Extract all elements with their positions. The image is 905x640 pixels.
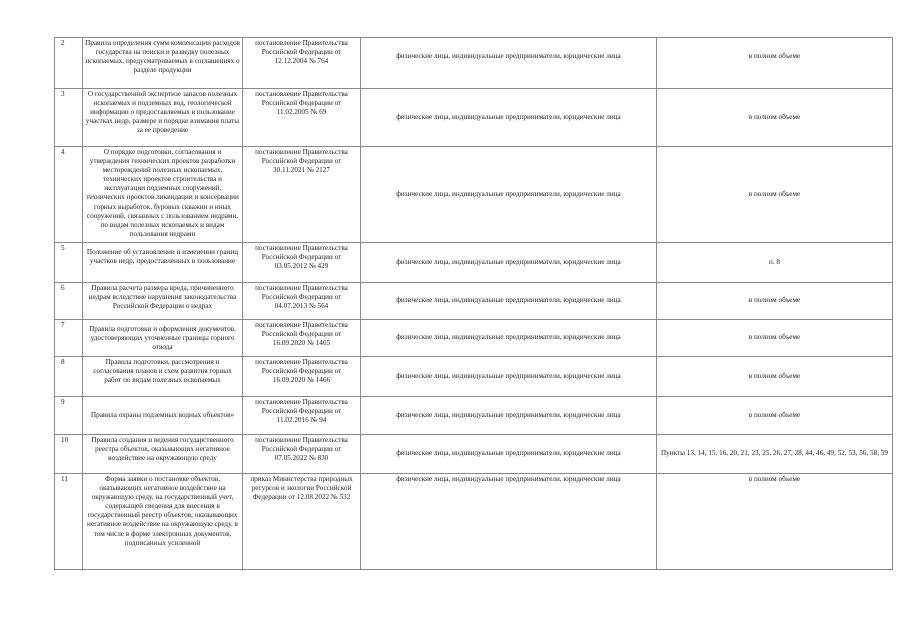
act-requisites: постановление Правительства Российской Федерации от 03.05.2012 № 429	[243, 243, 361, 283]
scope-cell: Пункты 13, 14, 15, 16, 20, 21, 23, 25, 26, 27, 28, 44, 46, 49, 52, 53, 56, 58, 59	[657, 435, 893, 474]
act-requisites: постановление Правительства Российской Федерации от 04.07.2013 № 564	[243, 283, 361, 320]
row-number: 9	[55, 397, 83, 435]
act-name: О порядке подготовки, согласования и утверждения технических проектов разработки месторождений полезных ископаемых, технических проектов строительства и эксплуатации подземных сооружений, технических проектов ликвидации и консервации горных выработок, буровых скважин и иных сооружений, связанных с пользованием недрами, по видам полезных ископаемых и видам пользования недрами	[83, 147, 243, 243]
subjects-cell: физические лица, индивидуальные предприниматели, юридические лица	[361, 474, 657, 570]
scope-cell: в полном объеме	[657, 283, 893, 320]
scope-cell: в полном объеме	[657, 320, 893, 357]
scope-cell: в полном объеме	[657, 397, 893, 435]
act-requisites: приказ Министерства природных ресурсов и экологии Российской Федерации от 12.08.2022 № 532	[243, 474, 361, 570]
row-number: 11	[55, 474, 83, 570]
table-row	[55, 320, 893, 357]
scope-cell: в полном объеме	[657, 474, 893, 570]
row-number: 7	[55, 320, 83, 357]
table-row	[55, 283, 893, 320]
scope-cell: в полном объеме	[657, 89, 893, 147]
table-row	[55, 243, 893, 283]
table-row	[55, 397, 893, 435]
act-name: Правила подготовки, рассмотрения и согласования планов и схем развития горных работ по видам полезных ископаемых	[83, 357, 243, 397]
act-name: Правила подготовки и оформления документов, удостоверяющих уточненные границы горного отвода	[83, 320, 243, 357]
subjects-cell: физические лица, индивидуальные предприниматели, юридические лица	[361, 283, 657, 320]
row-number: 3	[55, 89, 83, 147]
act-name: Правила расчета размера вреда, причиненного недрам вследствие нарушения законодательства Российской Федерации о недрах	[83, 283, 243, 320]
table-row	[55, 357, 893, 397]
row-number: 5	[55, 243, 83, 283]
subjects-cell: физические лица, индивидуальные предприниматели, юридические лица	[361, 147, 657, 243]
act-requisites: постановление Правительства Российской Федерации от 11.02.2005 № 69	[243, 89, 361, 147]
act-requisites: постановление Правительства Российской Федерации от 30.11.2021 № 2127	[243, 147, 361, 243]
table-row	[55, 89, 893, 147]
subjects-cell: физические лица, индивидуальные предприниматели, юридические лица	[361, 243, 657, 283]
scope-cell: в полном объеме	[657, 38, 893, 89]
row-number: 2	[55, 38, 83, 89]
subjects-cell: физические лица, индивидуальные предприниматели, юридические лица	[361, 357, 657, 397]
act-name: Правила создания и ведения государственного реестра объектов, оказывающих негативное воздействие на окружающую среду	[83, 435, 243, 474]
subjects-cell: физические лица, индивидуальные предприниматели, юридические лица	[361, 397, 657, 435]
table-row	[55, 435, 893, 474]
subjects-cell: физические лица, индивидуальные предприниматели, юридические лица	[361, 320, 657, 357]
row-number: 4	[55, 147, 83, 243]
act-requisites: постановление Правительства Российской Федерации от 07.05.2022 № 830	[243, 435, 361, 474]
row-number: 8	[55, 357, 83, 397]
row-number: 10	[55, 435, 83, 474]
act-name: Форма заявки о постановке объектов, оказывающих негативное воздействие на окружающую среду, на государственный учет, содержащей сведения для внесения в государственный реестр объектов, оказывающих негативное воздействие на окружающую среду, в том числе в форме электронных документов, подписанных усиленной	[83, 474, 243, 570]
row-number: 6	[55, 283, 83, 320]
act-requisites: постановление Правительства Российской Федерации от 16.09.2020 № 1466	[243, 357, 361, 397]
act-name: Положение об установлении и изменении границ участков недр, предоставленных в пользование	[83, 243, 243, 283]
act-requisites: постановление Правительства Российской Федерации от 12.12.2004 № 764	[243, 38, 361, 89]
legal-acts-table	[54, 37, 893, 570]
table-row	[55, 147, 893, 243]
scope-cell: в полном объеме	[657, 147, 893, 243]
act-name: О государственной экспертизе запасов полезных ископаемых и подземных вод, геологической информации о предоставляемых в пользование участках недр, размере и порядке взимания платы за ее проведение	[83, 89, 243, 147]
scope-cell: п. 8	[657, 243, 893, 283]
act-requisites: постановление Правительства Российской Федерации от 16.09.2020 № 1465	[243, 320, 361, 357]
subjects-cell: физические лица, индивидуальные предприниматели, юридические лица	[361, 38, 657, 89]
act-requisites: постановление Правительства Российской Федерации от 11.02.2016 № 94	[243, 397, 361, 435]
table-row	[55, 474, 893, 570]
subjects-cell: физические лица, индивидуальные предприниматели, юридические лица	[361, 435, 657, 474]
act-name: Правила охраны подземных водных объектов»	[83, 397, 243, 435]
subjects-cell: физические лица, индивидуальные предприниматели, юридические лица	[361, 89, 657, 147]
act-name: Правила определения сумм компенсации расходов государства на поиски и разведку полезных ископаемых, предусматриваемых в соглашениях о разделе продукции	[83, 38, 243, 89]
scope-cell: в полном объеме	[657, 357, 893, 397]
table-row	[55, 38, 893, 89]
